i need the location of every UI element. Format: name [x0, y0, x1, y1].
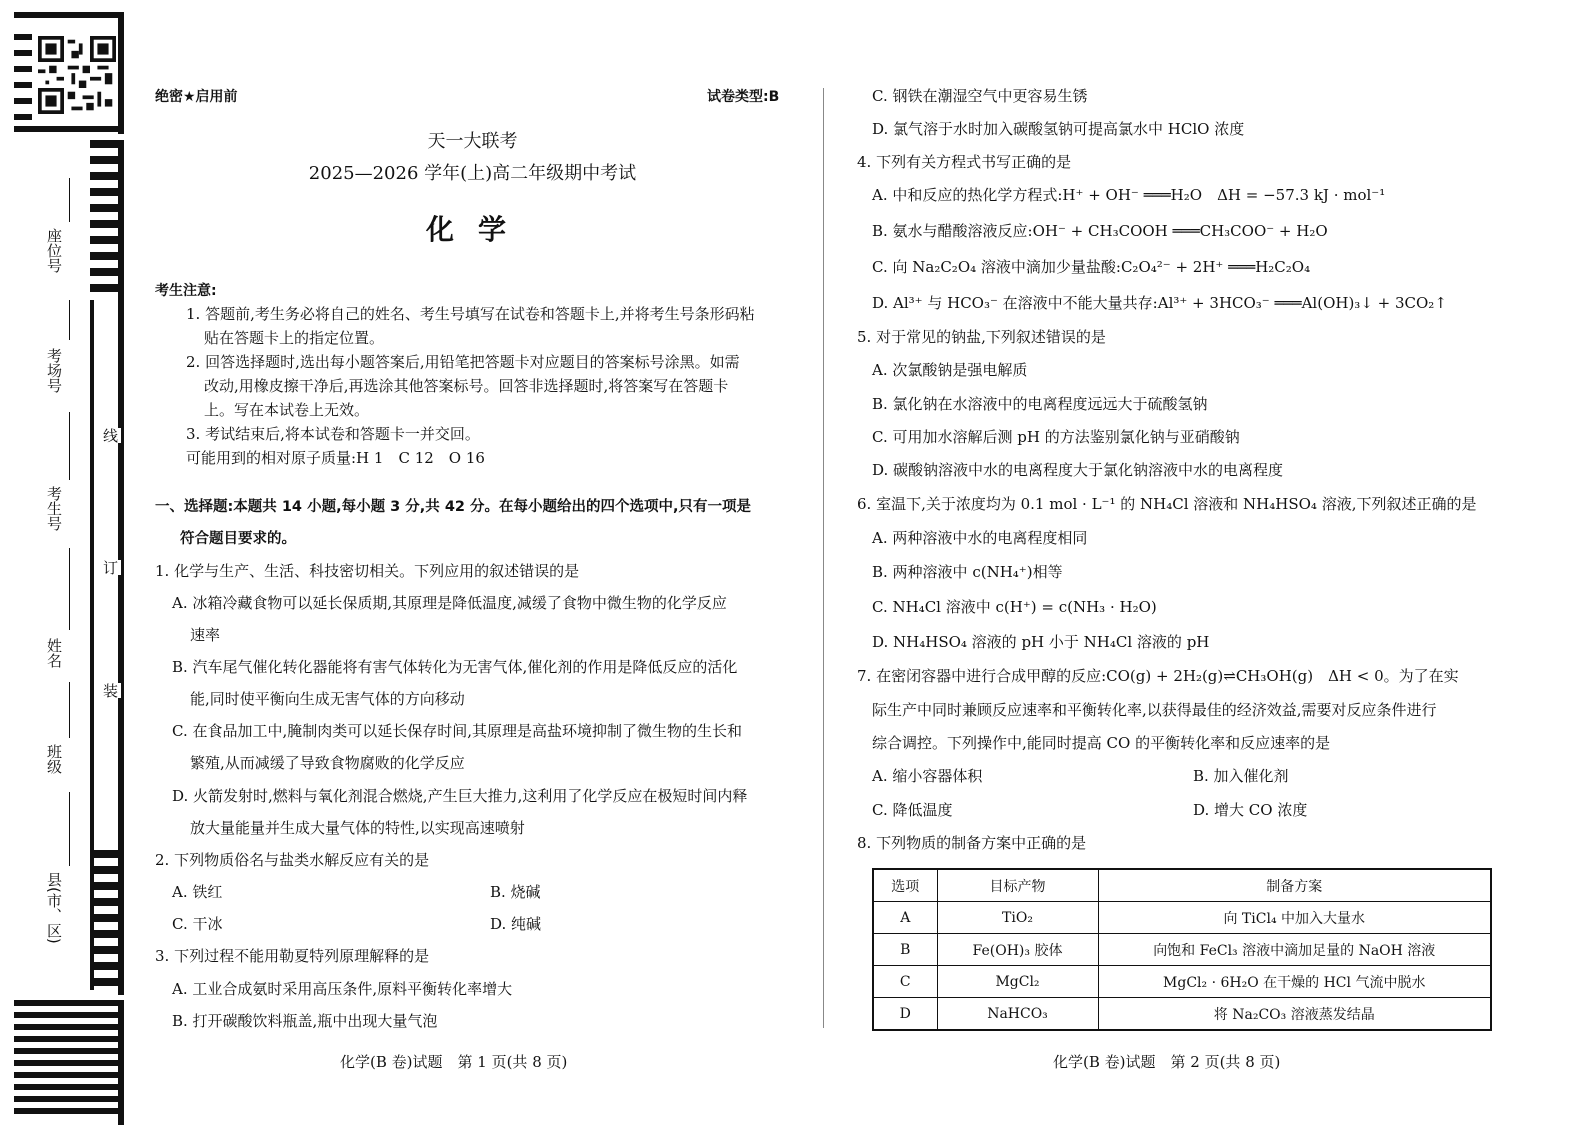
room-number-field: [69, 300, 70, 340]
binding-order-label: 订: [101, 560, 119, 575]
q4-option-a: A. 中和反应的热化学方程式:H⁺ + OH⁻ ═══H₂O ΔH = −57.3 kJ · mol⁻¹: [872, 186, 1386, 204]
class-label: 班级: [45, 744, 63, 774]
q4-stem: 4. 下列有关方程式书写正确的是: [857, 153, 1072, 171]
q8-stem: 8. 下列物质的制备方案中正确的是: [857, 834, 1087, 852]
q7-option-a: A. 缩小容器体积: [872, 767, 983, 785]
q4-option-b: B. 氨水与醋酸溶液反应:OH⁻ + CH₃COOH ═══CH₃COO⁻ + H₂O: [872, 222, 1328, 240]
q7-stem-cont: 综合调控。下列操作中,能同时提高 CO 的平衡转化率和反应速率的是: [872, 734, 1331, 752]
q6-stem: 6. 室温下,关于浓度均为 0.1 mol · L⁻¹ 的 NH₄Cl 溶液和 NH₄HSO₄ 溶液,下列叙述正确的是: [857, 495, 1477, 513]
q5-stem: 5. 对于常见的钠盐,下列叙述错误的是: [857, 328, 1106, 346]
table-cell-method: 将 Na₂CO₃ 溶液蒸发结晶: [1098, 998, 1491, 1031]
table-cell-method: 向饱和 FeCl₃ 溶液中滴加足量的 NaOH 溶液: [1098, 934, 1491, 966]
binding-install-label: 装: [101, 683, 119, 698]
section-heading: 一、选择题:本题共 14 小题,每小题 3 分,共 42 分。在每小题给出的四个选项中,只有一项是: [155, 499, 752, 515]
table-row: [873, 934, 1491, 966]
subject-title: 化学: [426, 213, 531, 246]
q7-option-c: C. 降低温度: [872, 801, 953, 819]
table-header-option: 选项: [873, 869, 937, 902]
exam-title: 2025—2026 学年(上)高二年级期中考试: [308, 163, 637, 184]
q3-option-b: B. 打开碳酸饮料瓶盖,瓶中出现大量气泡: [172, 1012, 438, 1030]
q7-stem-cont: 际生产中同时兼顾反应速率和平衡转化率,以获得最佳的经济效益,需要对反应条件进行: [872, 701, 1437, 719]
q5-option-a: A. 次氯酸钠是强电解质: [872, 361, 1028, 379]
table-header-product: 目标产物: [937, 869, 1098, 902]
paper-type: 试卷类型:B: [707, 89, 780, 105]
q2-stem: 2. 下列物质俗名与盐类水解反应有关的是: [155, 851, 430, 869]
preparation-table: [872, 868, 1492, 1031]
q3-option-d: D. 氯气溶于水时加入碳酸氢钠可提高氯水中 HClO 浓度: [872, 120, 1245, 138]
q7-stem: 7. 在密闭容器中进行合成甲醇的反应:CO(g) + 2H₂(g)⇌CH₃OH(g) ΔH < 0。为了在实: [857, 667, 1459, 685]
q1-option-c: C. 在食品加工中,腌制肉类可以延长保存时间,其原理是高盐环境抑制了微生物的生长和: [172, 722, 743, 740]
q1-option-d-cont: 放大量能量并生成大量气体的特性,以实现高速喷射: [190, 819, 525, 837]
table-cell-method: MgCl₂ · 6H₂O 在干燥的 HCl 气流中脱水: [1098, 966, 1491, 998]
notice-title: 考生注意:: [155, 283, 217, 299]
table-cell-product: NaHCO₃: [937, 998, 1098, 1031]
table-row: [873, 966, 1491, 998]
notice-item: 上。写在本试卷上无效。: [204, 401, 370, 419]
q2-option-a: A. 铁红: [172, 883, 223, 901]
seat-number-field: [69, 178, 70, 222]
q5-option-d: D. 碳酸钠溶液中水的电离程度大于氯化钠溶液中水的电离程度: [872, 461, 1284, 479]
q1-option-d: D. 火箭发射时,燃料与氧化剂混合燃烧,产生巨大推力,这利用了化学反应在极短时间内释: [172, 787, 748, 805]
table-cell-option: C: [873, 966, 937, 998]
table-cell-option: D: [873, 998, 937, 1031]
q6-option-a: A. 两种溶液中水的电离程度相同: [872, 529, 1088, 547]
table-cell-method: 向 TiCl₄ 中加入大量水: [1098, 902, 1491, 934]
table-cell-option: A: [873, 902, 937, 934]
table-header-method: 制备方案: [1098, 869, 1491, 902]
name-label: 姓名: [45, 638, 63, 668]
footer-page-2: 化学(B 卷)试题 第 2 页(共 8 页): [1053, 1053, 1281, 1071]
q4-option-c: C. 向 Na₂C₂O₄ 溶液中滴加少量盐酸:C₂O₄²⁻ + 2H⁺ ═══H₂C₂O₄: [872, 258, 1311, 276]
notice-item: 3. 考试结束后,将本试卷和答题卡一并交回。: [186, 425, 480, 443]
qr-code-icon: [38, 36, 116, 114]
class-field: [69, 682, 70, 738]
candidate-number-label: 考生号: [45, 486, 63, 531]
table-cell-option: B: [873, 934, 937, 966]
q1-option-b: B. 汽车尾气催化转化器能将有害气体转化为无害气体,催化剂的作用是降低反应的活化: [172, 658, 738, 676]
county-field: [69, 792, 70, 866]
notice-item: 贴在答题卡上的指定位置。: [204, 329, 385, 347]
table-row: [873, 998, 1491, 1031]
table-cell-product: TiO₂: [937, 902, 1098, 934]
q5-option-c: C. 可用加水溶解后测 pH 的方法鉴别氯化钠与亚硝酸钠: [872, 428, 1240, 446]
table-cell-product: Fe(OH)₃ 胶体: [937, 934, 1098, 966]
q7-option-d: D. 增大 CO 浓度: [1193, 801, 1308, 819]
q2-option-b: B. 烧碱: [490, 883, 541, 901]
q6-option-d: D. NH₄HSO₄ 溶液的 pH 小于 NH₄Cl 溶液的 pH: [872, 633, 1210, 651]
notice-item: 1. 答题前,考生务必将自己的姓名、考生号填写在试卷和答题卡上,并将考生号条形码粘: [186, 305, 755, 323]
footer-page-1: 化学(B 卷)试题 第 1 页(共 8 页): [340, 1053, 568, 1071]
q1-option-c-cont: 繁殖,从而减缓了导致食物腐败的化学反应: [190, 754, 465, 772]
q1-stem: 1. 化学与生产、生活、科技密切相关。下列应用的叙述错误的是: [155, 562, 580, 580]
q3-stem: 3. 下列过程不能用勒夏特列原理解释的是: [155, 947, 430, 965]
q1-option-b-cont: 能,同时使平衡向生成无害气体的方向移动: [190, 690, 465, 708]
seat-number-label: 座位号: [45, 228, 63, 273]
table-row: [873, 902, 1491, 934]
q2-option-c: C. 干冰: [172, 915, 223, 933]
exam-org: 天一大联考: [427, 131, 518, 152]
q7-option-b: B. 加入催化剂: [1193, 767, 1289, 785]
q6-option-b: B. 两种溶液中 c(NH₄⁺)相等: [872, 563, 1063, 581]
name-field: [69, 548, 70, 630]
q6-option-c: C. NH₄Cl 溶液中 c(H⁺) = c(NH₃ · H₂O): [872, 598, 1157, 616]
q2-option-d: D. 纯碱: [490, 915, 542, 933]
notice-item: 改动,用橡皮擦干净后,再选涂其他答案标号。回答非选择题时,将答案写在答题卡: [204, 377, 729, 395]
secret-label: 绝密★启用前: [155, 89, 238, 105]
table-cell-product: MgCl₂: [937, 966, 1098, 998]
q1-option-a: A. 冰箱冷藏食物可以延长保质期,其原理是降低温度,减缓了食物中微生物的化学反应: [172, 594, 727, 612]
atomic-mass-note: 可能用到的相对原子质量:H 1 C 12 O 16: [186, 449, 485, 467]
candidate-number-field: [69, 412, 70, 480]
q5-option-b: B. 氯化钠在水溶液中的电离程度远远大于硫酸氢钠: [872, 395, 1208, 413]
notice-item: 2. 回答选择题时,选出每小题答案后,用铅笔把答题卡对应题目的答案标号涂黑。如需: [186, 353, 740, 371]
binding-line-label: 线: [101, 428, 119, 443]
q1-option-a-cont: 速率: [190, 626, 221, 644]
column-divider: [823, 88, 824, 1028]
table-header-row: [873, 869, 1491, 902]
room-number-label: 考场号: [45, 348, 63, 393]
county-label: 县(市、区): [45, 872, 63, 944]
section-heading-cont: 符合题目要求的。: [180, 531, 296, 547]
q4-option-d: D. Al³⁺ 与 HCO₃⁻ 在溶液中不能大量共存:Al³⁺ + 3HCO₃⁻ ═══Al(OH)₃↓ + 3CO₂↑: [872, 294, 1447, 312]
q3-option-c: C. 钢铁在潮湿空气中更容易生锈: [872, 87, 1088, 105]
q3-option-a: A. 工业合成氨时采用高压条件,原料平衡转化率增大: [172, 980, 513, 998]
